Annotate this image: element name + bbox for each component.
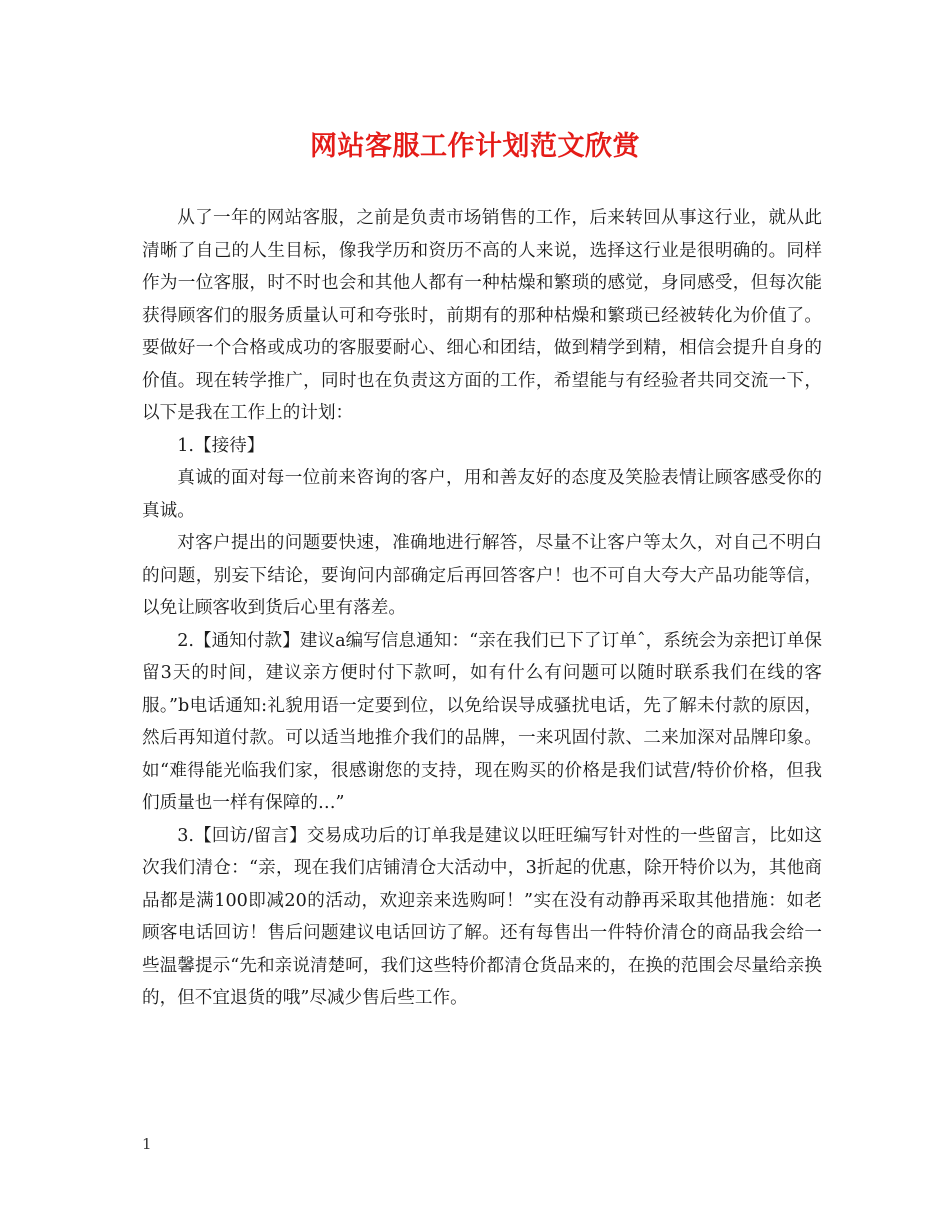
page-title: 网站客服工作计划范文欣赏 [310,131,640,162]
paragraph-payment-notice: 2.【通知付款】建议a编写信息通知：“亲在我们已下了订单ˆ，系统会为亲把订单保留3天的时间，建议亲方便时付下款呵，如有什么有问题可以随时联系我们在线的客服。”b电话通知:礼貌用语一定要到位，以免给误导成骚扰电话，先了解未付款的原因，然后再知道付款。可以适当地推介我们的品牌，一来巩固付款、二来加深对品牌印象。如“难得能光临我们家，很感谢您的支持，现在购买的价格是我们试营/特价价格，但我们质量也一样有保障的…” [142,630,822,813]
section-heading-reception: 1.【接待】 [177,435,265,456]
document-body [142,202,822,1015]
paragraph-follow-up: 3.【回访/留言】交易成功后的订单我是建议以旺旺编写针对性的一些留言，比如这次我们清仓：“亲，现在我们店铺清仓大活动中，3折起的优惠，除开特价以为，其他商品都是满100即减20的活动，欢迎亲来选购呵！”实在没有动静再采取其他措施：如老顾客电话回访！售后问题建议电话回访了解。还有每售出一件特价清仓的商品我会给一些温馨提示“先和亲说清楚呵，我们这些特价都清仓货品来的，在换的范围会尽量给亲换的，但不宜退货的哦”尽减少售后些工作。 [142,825,822,1008]
paragraph-reception-sincerity: 真诚的面对每一位前来咨询的客户，用和善友好的态度及笑脸表情让顾客感受你的真诚。 [142,468,822,521]
paragraph-reception-answers: 对客户提出的问题要快速，准确地进行解答，尽量不让客户等太久，对自己不明白的问题，别妄下结论，要询问内部确定后再回答客户！也不可自大夸大产品功能等信，以免让顾客收到货后心里有落差。 [142,533,822,618]
page-number: 1 [142,1135,152,1153]
paragraph-intro: 从了一年的网站客服，之前是负责市场销售的工作，后来转回从事这行业，就从此清晰了自己的人生目标，像我学历和资历不高的人来说，选择这行业是很明确的。同样作为一位客服，时不时也会和其他人都有一种枯燥和繁琐的感觉，身同感受，但每次能获得顾客们的服务质量认可和夸张时，前期有的那种枯燥和繁琐已经被转化为价值了。要做好一个合格或成功的客服要耐心、细心和团结，做到精学到精，相信会提升自身的价值。现在转学推广，同时也在负责这方面的工作，希望能与有经验者共同交流一下，以下是我在工作上的计划： [142,208,822,423]
